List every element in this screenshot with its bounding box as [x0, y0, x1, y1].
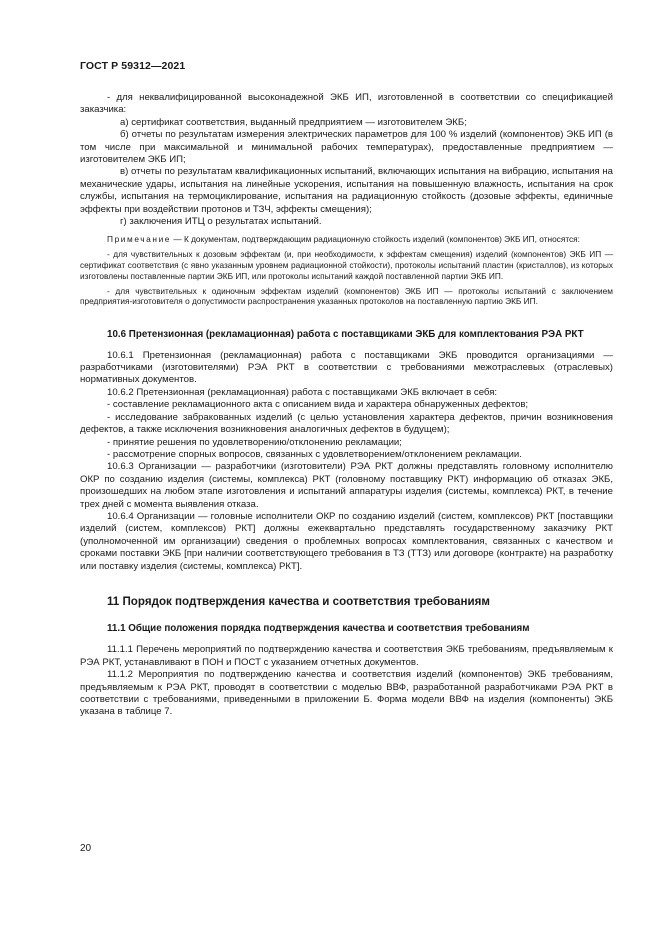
paragraph-10-6-3: 10.6.3 Организации — разработчики (изготовители) РЭА РКТ должны представлять головному исполнителю ОКР по созданию изделия (системы, комплекса) РКТ (головному поставщику РКТ) информацию об отказах ЭКБ, произошедших на любом этапе изготовления и испытаний аппаратуры изделия (системы, комплекса) РКТ, в течение трех дней с момента выявления отказа.: [80, 461, 613, 510]
list-item-v: в) отчеты по результатам квалификационных испытаний, включающих испытания на вибрацию, испытания на механические удары, испытания на линейные ускорения, испытания на повышенную влажность, испытания на срок службы, испытания на термоциклирование, испытания на радиационную стойкость (дозовые эффекты, единичные эффекты при воздействии протонов и ТЗЧ, эффекты смещения);: [80, 166, 613, 215]
paragraph-10-6-2: 10.6.2 Претензионная (рекламационная) работа с поставщиками ЭКБ включает в себя:: [107, 386, 498, 398]
note-item-single-effects: - для чувствительных к одиночным эффектам изделий (компонентов) ЭКБ ИП — протоколы испытаний с заключением предприятия-изготовителя о допустимости распространения указанных протоколов на поставленную партию ЭКБ ИП.: [80, 285, 613, 307]
list-item-b: б) отчеты по результатам измерения электрических параметров для 100 % изделий (компонентов) ЭКБ ИП (в том числе при максимальной и минимальной рабочих температурах), предоставленные предприятием — изготовителем ЭКБ ИП;: [80, 129, 613, 166]
list-item-decision: - принятие решения по удовлетворению/отклонению рекламации;: [107, 436, 402, 448]
list-item-disputes: - рассмотрение спорных вопросов, связанных с удовлетворением/отклонением рекламации.: [107, 448, 522, 460]
list-item-investigation: - исследование забракованных изделий (с целью установления характера дефектов, причин возникновения дефектов, а также исключения возникновения аналогичных дефектов в будущем);: [80, 411, 613, 436]
paragraph-10-6-1: 10.6.1 Претензионная (рекламационная) работа с поставщиками ЭКБ проводится организациями — разработчиками (изготовителями) РЭА РКТ в соответствии с требованиями межотраслевых (отраслевых) нормативных документов.: [80, 349, 613, 386]
note-paragraph: [80, 234, 613, 245]
list-item-a: а) сертификат соответствия, выданный предприятием — изготовителем ЭКБ;: [120, 116, 467, 128]
section-11-heading: 11 Порядок подтверждения качества и соответствия требованиям: [107, 594, 490, 608]
paragraph-11-1-1: 11.1.1 Перечень мероприятий по подтверждению качества и соответствия ЭКБ требованиям, предъявляемым к РЭА РКТ, устанавливают в ПОН и ПОСТ с указанием отчетных документов.: [80, 644, 613, 668]
page-number: 20: [80, 843, 92, 854]
paragraph-10-6-4: 10.6.4 Организации — головные исполнители ОКР по созданию изделий (систем, комплексов) РКТ [поставщики изделий (систем, комплексов) РКТ] должны ежеквартально представлять государственному заказчику РКТ (уполномоченной им организации) сведения о проблемных вопросах комплектования, связанных с качеством и сроками поставки ЭКБ [при наличии соответствующего требования в ТЗ (ТТЗ) или договоре (контракте) на разработку или поставку изделия (системы, комплекса) РКТ].: [80, 510, 613, 572]
paragraph-11-1-2: 11.1.2 Мероприятия по подтверждению качества и соответствия изделий (компонентов) ЭКБ требованиям, предъявляемым к РЭА РКТ, проводят в соответствии с моделью ВВФ, разработанной разработчиками РЭА РКТ в соответствии с требованиями, приведенными в приложении Б. Форма модели ВВФ на изделия (компоненты) ЭКБ указана в таблице 7.: [80, 669, 613, 718]
page-body: [80, 92, 613, 719]
paragraph-unqualified-ekb: - для неквалифицированной высоконадежной ЭКБ ИП, изготовленной в соответствии со спецификацией заказчика:: [80, 92, 613, 116]
document-code-header: ГОСТ Р 59312—2021: [80, 60, 186, 72]
section-10-6-heading: 10.6 Претензионная (рекламационная) работа с поставщиками ЭКБ для комплектования РЭА РКТ: [107, 329, 584, 341]
note-item-dose-effects: - для чувствительных к дозовым эффектам (и, при необходимости, к эффектам смещения) изделий (компонентов) ЭКБ ИП — сертификат соответствия (с явно указанным уровнем радиационной стойкости), протоколы испытаний пластин (кристаллов), из которых изготовлены поставленные партии ЭКБ ИП, или протоколы испытаний каждой поставленной партии ЭКБ ИП.: [80, 249, 613, 281]
list-item-g: г) заключения ИТЦ о результатах испытаний.: [120, 216, 322, 228]
note-label: Примечание: [107, 234, 172, 245]
list-item-complaint-act: - составление рекламационного акта с описанием вида и характера обнаруженных дефектов;: [107, 399, 529, 411]
section-11-1-heading: 11.1 Общие положения порядка подтверждения качества и соответствия требованиям: [107, 622, 530, 634]
note-text: — К документам, подтверждающим радиационную стойкость изделий (компонентов) ЭКБ ИП, относятся:: [171, 234, 580, 245]
